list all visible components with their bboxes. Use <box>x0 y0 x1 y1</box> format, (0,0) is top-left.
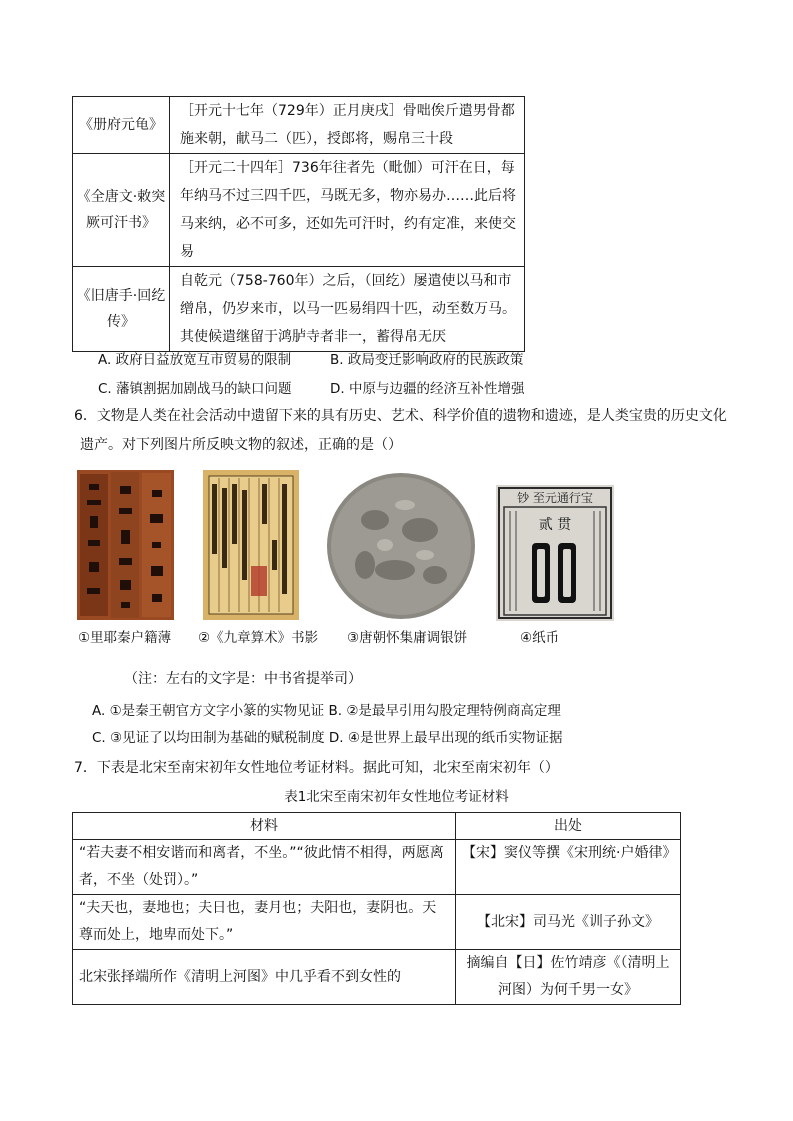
book-page-image <box>203 470 299 620</box>
table-cell-text: ［开元二十四年］736年往者先（毗伽）可汗在日，每年纳马不过三四千匹，马既无多，物亦易办……此后将马来纳，必不可多，还如先可汗时，约有定准，来使交易 <box>170 154 525 267</box>
q5-option-b: B. 政局变迁影响政府的民族政策 <box>330 352 524 368</box>
table-cell-source: 【北宋】司马光《训子孙文》 <box>456 895 681 950</box>
q5-option-c: C. 藩镇割据加剧战马的缺口问题 <box>98 381 292 397</box>
table-cell-material: “夫天也，妻地也；夫日也，妻月也；夫阳也，妻阴也。天尊而处上，地卑而处下。” <box>73 895 456 950</box>
table-row <box>73 154 525 267</box>
q7-stem: 7．下表是北宋至南宋初年女性地位考证材料。据此可知，北宋至南宋初年（） <box>74 760 559 776</box>
table-cell-text: ［开元十七年（729年）正月庚戌］骨咄俟斤遣男骨都施来朝，献马二（匹），授郎将，赐帛三十段 <box>170 97 525 154</box>
table-cell-source: 摘编自【日】佐竹靖彦《（清明上河图）为何千男一女》 <box>456 950 681 1005</box>
q6-stem-line2: 遗产。对下列图片所反映文物的叙述，正确的是（） <box>80 437 402 453</box>
table-women-status <box>72 812 681 1005</box>
table-cell-text: 自乾元（758-760年）之后，（回纥）屡遣使以马和市缯帛，仍岁来市，以马一匹易绢四十匹，动至数万马。其使候遣继留于鸿胪寺者非一，蓄得帛无厌 <box>170 267 525 352</box>
table-cell-material: “若夫妻不相安谐而和离者，不坐。”“彼此情不相得，两愿离者，不坐（处罚）。” <box>73 840 456 895</box>
bamboo-slip-image <box>77 470 174 620</box>
banknote-top-text: 钞 至元通行宝 <box>517 491 593 505</box>
q6-stem-line1: 6．文物是人类在社会活动中遗留下来的具有历史、艺术、科学价值的遗物和遗迹，是人类宝贵的历史文化 <box>74 408 727 424</box>
table-cell-source: 【宋】窦仪等撰《宋刑统·户婚律》 <box>456 840 681 895</box>
banknote-value-text: 贰 贯 <box>538 517 572 533</box>
header-source: 出处 <box>456 813 681 840</box>
header-material: 材料 <box>73 813 456 840</box>
table-row <box>73 97 525 154</box>
q7-table-title: 表1北宋至南宋初年女性地位考证材料 <box>284 789 509 805</box>
caption-4: ④纸币 <box>520 630 560 646</box>
table-cell-material: 北宋张择端所作《清明上河图》中几乎看不到女性的 <box>73 950 456 1005</box>
table-row <box>73 840 681 895</box>
table-cell-source: 《册府元龟》 <box>73 97 170 154</box>
q5-option-d: D. 中原与边疆的经济互补性增强 <box>330 381 525 397</box>
q6-options-cd: C. ③见证了以均田制为基础的赋税制度 D. ④是世界上最早出现的纸币实物证据 <box>92 730 563 746</box>
q6-note: （注：左右的文字是：中书省提举司） <box>124 671 362 687</box>
table-trade-sources <box>72 96 525 352</box>
table-cell-source: 《旧唐手·回纥传》 <box>73 267 170 352</box>
table-row <box>73 950 681 1005</box>
caption-2: ②《九章算术》书影 <box>198 630 319 646</box>
q6-options-ab: A. ①是秦王朝官方文字小篆的实物见证 B. ②是最早引用勾股定理特例商高定理 <box>92 703 561 719</box>
silver-cake-image <box>325 470 477 622</box>
q5-option-a: A. 政府日益放宽互市贸易的限制 <box>98 352 292 368</box>
table-cell-source: 《全唐文·敕突厥可汗书》 <box>73 154 170 267</box>
table-row <box>73 267 525 352</box>
table-row <box>73 895 681 950</box>
paper-money-image <box>496 485 614 621</box>
caption-1: ①里耶秦户籍薄 <box>78 630 172 646</box>
table-header-row <box>73 813 681 840</box>
caption-3: ③唐朝怀集庸调银饼 <box>347 630 468 646</box>
